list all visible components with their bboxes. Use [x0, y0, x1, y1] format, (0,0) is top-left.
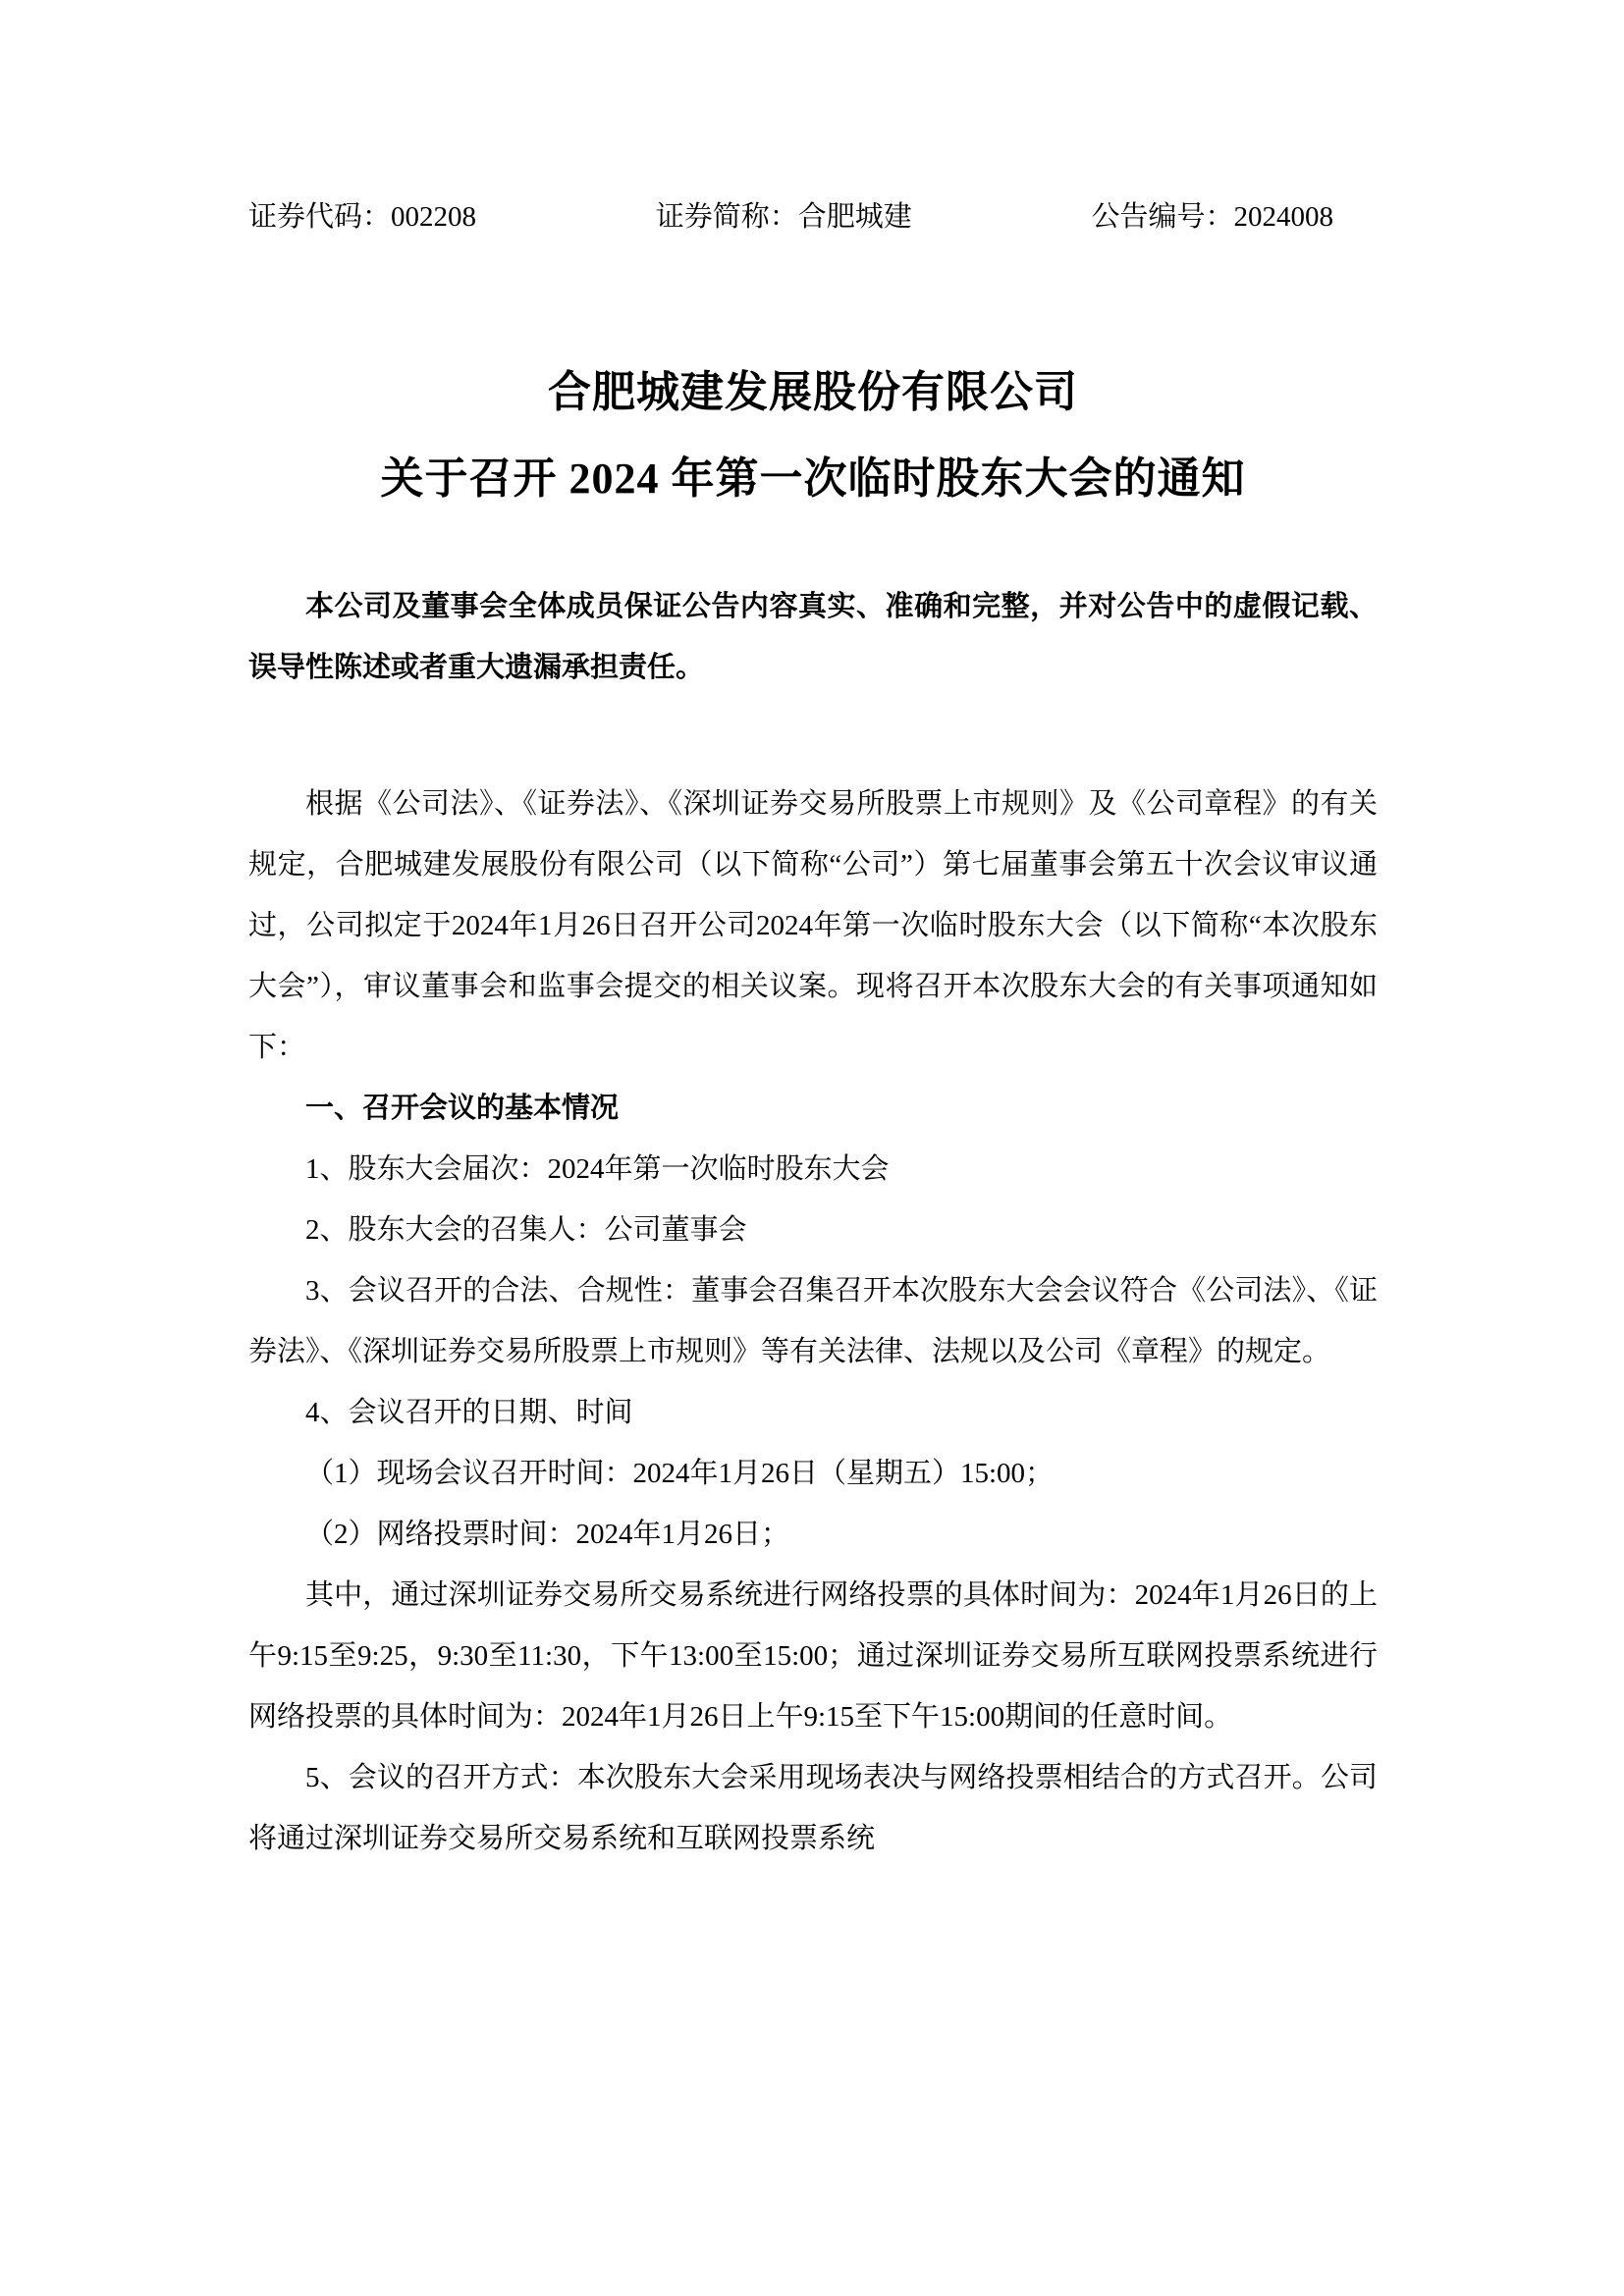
body-item-3: 3、会议召开的合法、合规性：董事会召集召开本次股东大会会议符合《公司法》、《证券法》、《深圳证券交易所股票上市规则》等有关法律、法规以及公司《章程》的规定。 [248, 1275, 1378, 1367]
body-paragraph-intro: 根据《公司法》、《证券法》、《深圳证券交易所股票上市规则》及《公司章程》的有关规定，合肥城建发展股份有限公司（以下简称“公司”）第七届董事会第五十次会议审议通过，公司拟定于2024年1月26日召开公司2024年第一次临时股东大会（以下简称“本次股东大会”），审议董事会和监事会提交的相关议案。现将召开本次股东大会的有关事项通知如下： [248, 788, 1378, 1063]
section-heading-1: 一、召开会议的基本情况 [305, 1093, 620, 1124]
body-item-4-sub-2: （2）网络投票时间：2024年1月26日； [305, 1519, 790, 1550]
body-item-5: 5、会议的召开方式：本次股东大会采用现场表决与网络投票相结合的方式召开。公司将通过深圳证券交易所交易系统和互联网投票系统 [248, 1762, 1378, 1854]
stock-code: 证券代码：002208 [248, 201, 477, 233]
disclaimer-paragraph: 本公司及董事会全体成员保证公告内容真实、准确和完整，并对公告中的虚假记载、误导性陈述或者重大遗漏承担责任。 [248, 591, 1378, 683]
doc-header [248, 187, 1378, 247]
page-content [248, 0, 1378, 1869]
body-text [248, 774, 1378, 1869]
stock-short-name: 证券简称：合肥城建 [655, 201, 912, 233]
company-title: 合肥城建发展股份有限公司 [548, 368, 1078, 416]
body-paragraph-voting-times: 其中，通过深圳证券交易所交易系统进行网络投票的具体时间为：2024年1月26日的上午9:15至9:25，9:30至11:30，下午13:00至15:00；通过深圳证券交易所互联网投票系统进行网络投票的具体时间为：2024年1月26日上午9:15至下午15:00期间的任意时间。 [248, 1579, 1378, 1733]
announcement-number: 公告编号：2024008 [1091, 201, 1333, 233]
body-item-4: 4、会议召开的日期、时间 [305, 1397, 633, 1428]
announcement-title: 关于召开 2024 年第一次临时股东大会的通知 [380, 454, 1246, 503]
body-item-4-sub-1: （1）现场会议召开时间：2024年1月26日（星期五）15:00； [305, 1458, 1055, 1489]
body-item-2: 2、股东大会的召集人：公司董事会 [305, 1214, 747, 1246]
body-item-1: 1、股东大会届次：2024年第一次临时股东大会 [305, 1153, 890, 1185]
